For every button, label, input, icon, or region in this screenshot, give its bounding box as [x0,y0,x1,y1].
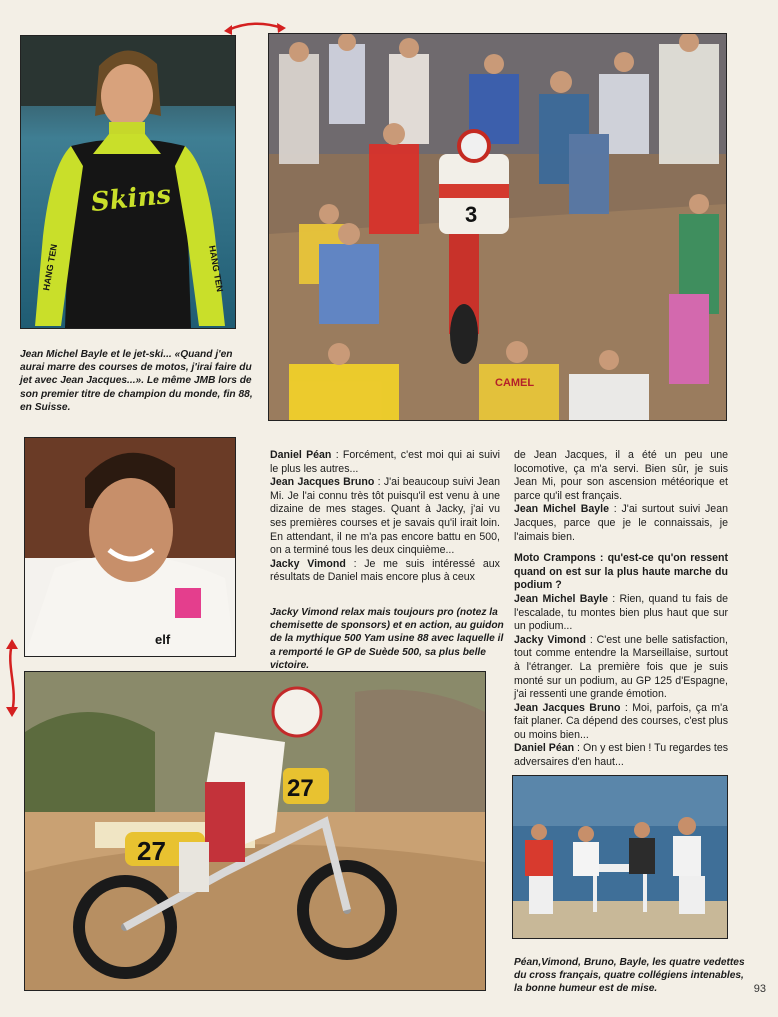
rider-number-text: 3 [465,202,478,227]
elf-logo-text: elf [155,632,171,647]
motocross-action-image [25,672,485,990]
svg-text:HANG TEN: HANG TEN [207,244,226,293]
interview-paragraph: Jacky Vimond : Je me suis intéressé aux résultats de Daniel mais encore plus à ceux [270,557,500,584]
caption-vimond: Jacky Vimond relax mais toujours pro (notez la chemisette de sponsors) et en action, au guidon de la mythique 500 Yam usine 88 avec laquelle il a remporté le GP de Suède 500, sa plus belle victoire. [270,607,504,671]
bike-number-text: 27 [137,836,166,866]
photo-vimond-portrait [24,437,236,657]
interview-paragraph: Jean Michel Bayle : J'ai surtout suivi Jean Jacques, parce que je le connaissais, je l'aimais bien. [514,503,728,543]
wetsuit-brand-text: Skins [89,179,173,219]
interview-paragraph: Jean Jacques Bruno : J'ai beaucoup suivi Jean Mi. Je l'ai connu très tôt puisqu'il est venu à une dizaine de mes stages. Quant à Jacky, j'ai vu ses premières courses et je savais qu'il irait loin. En attendant, il ne m'a pas encore battu en 500, on a terminé tous les deux cinquième... [270,476,500,557]
page-number: 93 [753,983,766,995]
wetsuit-portrait-image [21,36,235,328]
interview-column-2 [514,449,728,770]
photo-bayle-wetsuit [20,35,236,329]
photo-crowd-celebration [268,33,727,421]
group-table-image [513,776,727,938]
interview-paragraph: Jean Michel Bayle : Rien, quand tu fais de l'escalade, tu montes bien plus haut que sur un podium... [514,592,728,633]
interview-paragraph: Jacky Vimond : C'est une belle satisfaction, tout comme entendre la Marseillaise, surtout à l'étranger. La première fois que je suis monté sur un podium, au GP 125 d'Espagne, j'ai ressenti une grande émotion. [514,633,728,701]
photo-four-riders [512,775,728,939]
interview-question: Moto Crampons : qu'est-ce qu'on ressent quand on est sur la plus haute marche du podium ? [514,552,728,592]
interview-paragraph: de Jean Jacques, il a été un peu une locomotive, ça m'a servi. Bien sûr, je suis Jean Mi, pour son ascension météorique et parce qu'il est français. [514,449,728,502]
svg-text:27: 27 [287,775,314,802]
interview-column-1 [270,449,500,585]
interview-paragraph: Daniel Péan : Forcément, c'est moi qui ai suivi le plus les autres... [270,449,501,475]
camel-shirt-text: CAMEL [495,377,535,389]
vimond-portrait-image [25,438,235,656]
caption-group: Péan,Vimond, Bruno, Bayle, les quatre vedettes du cross français, quatre collégiens intenables, la bonne humeur est de mise. [514,957,745,995]
crowd-celebration-image [269,34,726,420]
photo-vimond-motocross [24,671,486,991]
interview-paragraph: Daniel Péan : On y est bien ! Tu regardes tes adversaires d'en haut... [514,742,729,769]
vertical-arrow-icon [2,638,22,718]
caption-jetski: Jean Michel Bayle et le jet-ski... «Quand j'en aurai marre des courses de motos, j'irai faire du jet avec Jean Jacques...». Le même JMB lors de son premier titre de champion du monde, fin 88, en Suisse. [20,349,253,413]
svg-text:HANG TEN: HANG TEN [41,243,60,292]
interview-paragraph: Jean Jacques Bruno : Moi, parfois, ça m'a fait planer. Ca dépend des courses, c'est plus ou moins bien... [514,701,729,741]
